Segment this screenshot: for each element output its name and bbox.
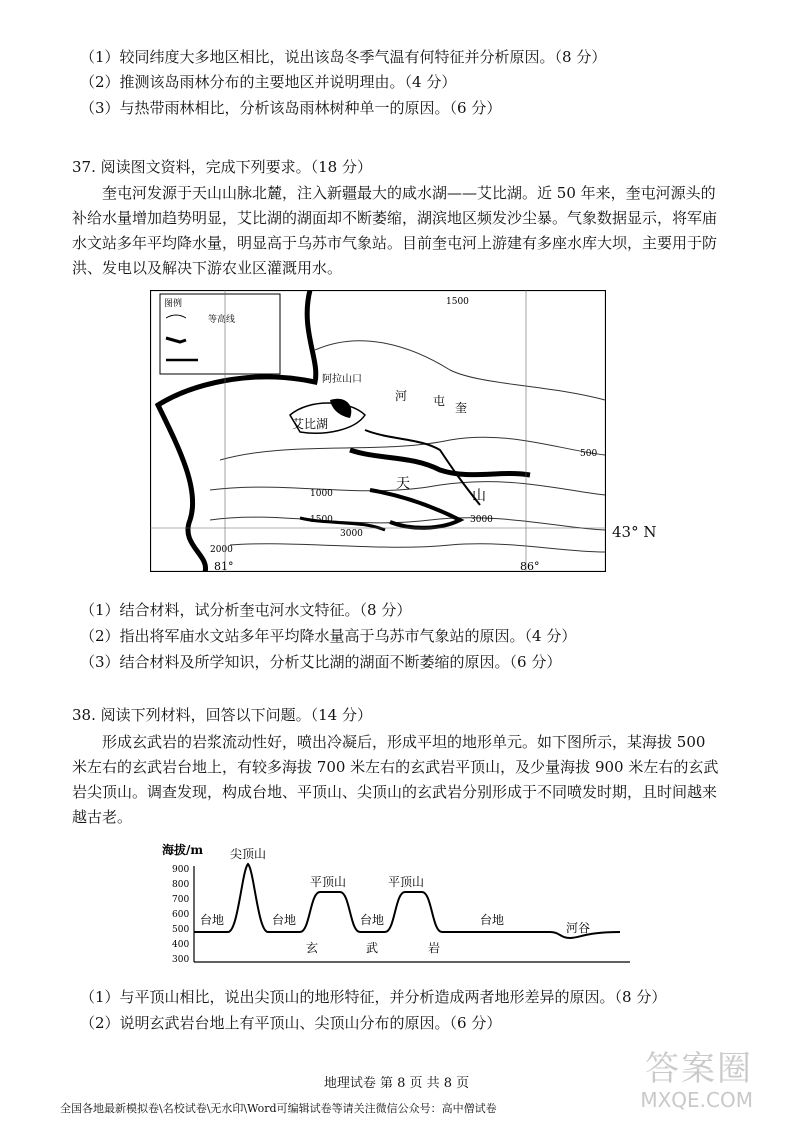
q38-title: 38. 阅读下列材料，回答以下问题。（14 分） bbox=[72, 706, 372, 724]
river-char-2: 屯 bbox=[433, 394, 446, 408]
pass-label: 阿拉山口 bbox=[322, 374, 362, 385]
mountain-char-2: 山 bbox=[472, 488, 486, 504]
tai2-label: 台地 bbox=[272, 913, 297, 927]
rock-char-3: 岩 bbox=[428, 941, 441, 955]
mountain-char-1: 天 bbox=[396, 476, 410, 492]
contour-3000-a: 3000 bbox=[340, 529, 363, 539]
q37-sub3: （3）结合材料及所学知识，分析艾比湖的湖面不断萎缩的原因。（6 分） bbox=[80, 653, 562, 671]
contour-2000: 2000 bbox=[210, 545, 233, 555]
basalt-profile bbox=[160, 840, 640, 970]
q38-paragraph: 形成玄武岩的岩浆流动性好，喷出冷凝后，形成平坦的地形单元。如下图所示，某海拔 500 米左右的玄武岩台地上，有较多海拔 700 米左右的玄武岩平顶山，及少量海拔 900 米左右的玄武岩尖顶山。调查发现，构成台地、平顶山、尖顶山的玄武岩分别形成于不同喷发时期，且时间越来越古老。 bbox=[72, 733, 719, 826]
profile-y-title: 海拔/m bbox=[162, 843, 204, 857]
lake-label: 艾比湖 bbox=[292, 417, 329, 431]
svg-text:300: 300 bbox=[172, 955, 190, 965]
lat-label: 43° N bbox=[612, 523, 657, 541]
contour-1500: 1500 bbox=[310, 515, 333, 525]
watermark-url: MXQE.COM bbox=[640, 1088, 753, 1112]
rock-char-2: 武 bbox=[366, 941, 379, 955]
svg-text:700: 700 bbox=[172, 895, 190, 905]
flat2-label: 平顶山 bbox=[388, 875, 425, 889]
tai3-label: 台地 bbox=[360, 913, 385, 927]
q36-sub3: （3）与热带雨林相比，分析该岛雨林树种单一的原因。（6 分） bbox=[80, 99, 502, 117]
lon-left: 81° bbox=[214, 560, 234, 572]
q37-paragraph: 奎屯河发源于天山山脉北麓，注入新疆最大的咸水湖——艾比湖。近 50 年来，奎屯河源头的补给水量增加趋势明显，艾比湖的湖面却不断萎缩，湖滨地区频发沙尘暴。气象数据显示，将军庙水文站多年平均降水量，明显高于乌苏市气象站。目前奎屯河上游建有多座水库大坝，主要用于防洪、发电以及解决下游农业区灌溉用水。 bbox=[72, 184, 718, 277]
contour-1500-top: 1500 bbox=[446, 297, 469, 307]
legend-contour: 等高线 bbox=[208, 315, 236, 325]
tai1-label: 台地 bbox=[200, 913, 225, 927]
bottom-note: 全国各地最新模拟卷\名校试卷\无水印\Word可编辑试卷等请关注微信公众号：高中僧试卷 bbox=[60, 1102, 497, 1115]
page-footer: 地理试卷 第 8 页 共 8 页 bbox=[323, 1076, 470, 1091]
q37-sub1: （1）结合材料，试分析奎屯河水文特征。（8 分） bbox=[80, 601, 412, 619]
peak-label: 尖顶山 bbox=[230, 847, 267, 861]
flat1-label: 平顶山 bbox=[310, 875, 347, 889]
lon-right: 86° bbox=[520, 560, 540, 572]
q38-sub1: （1）与平顶山相比，说出尖顶山的地形特征，并分析造成两者地形差异的原因。（8 分） bbox=[80, 988, 667, 1006]
river-char-3: 河 bbox=[395, 389, 408, 403]
q36-sub2: （2）推测该岛雨林分布的主要地区并说明理由。（4 分） bbox=[80, 73, 457, 91]
svg-text:900: 900 bbox=[172, 865, 190, 875]
contour-3000-b: 3000 bbox=[470, 515, 493, 525]
q36-sub1: （1）较同纬度大多地区相比，说出该岛冬季气温有何特征并分析原因。（8 分） bbox=[80, 48, 607, 66]
svg-text:500: 500 bbox=[172, 925, 190, 935]
watermark: 答案圈 bbox=[645, 1049, 753, 1089]
q37-title: 37. 阅读图文资料，完成下列要求。（18 分） bbox=[72, 158, 372, 176]
q38-sub2: （2）说明玄武岩台地上有平顶山、尖顶山分布的原因。（6 分） bbox=[80, 1014, 502, 1032]
contour-500: 500 bbox=[580, 449, 598, 459]
q37-sub2: （2）指出将军庙水文站多年平均降水量高于乌苏市气象站的原因。（4 分） bbox=[80, 627, 577, 645]
svg-text:400: 400 bbox=[172, 940, 190, 950]
legend-title: 图例 bbox=[164, 299, 183, 309]
river-char-1: 奎 bbox=[455, 401, 468, 415]
svg-text:800: 800 bbox=[172, 880, 190, 890]
valley-label: 河谷 bbox=[566, 921, 591, 935]
contour-1000: 1000 bbox=[310, 489, 333, 499]
rock-char-1: 玄 bbox=[306, 941, 319, 955]
kuitun-river-map bbox=[150, 290, 606, 572]
tai4-label: 台地 bbox=[480, 913, 505, 927]
svg-text:600: 600 bbox=[172, 910, 190, 920]
